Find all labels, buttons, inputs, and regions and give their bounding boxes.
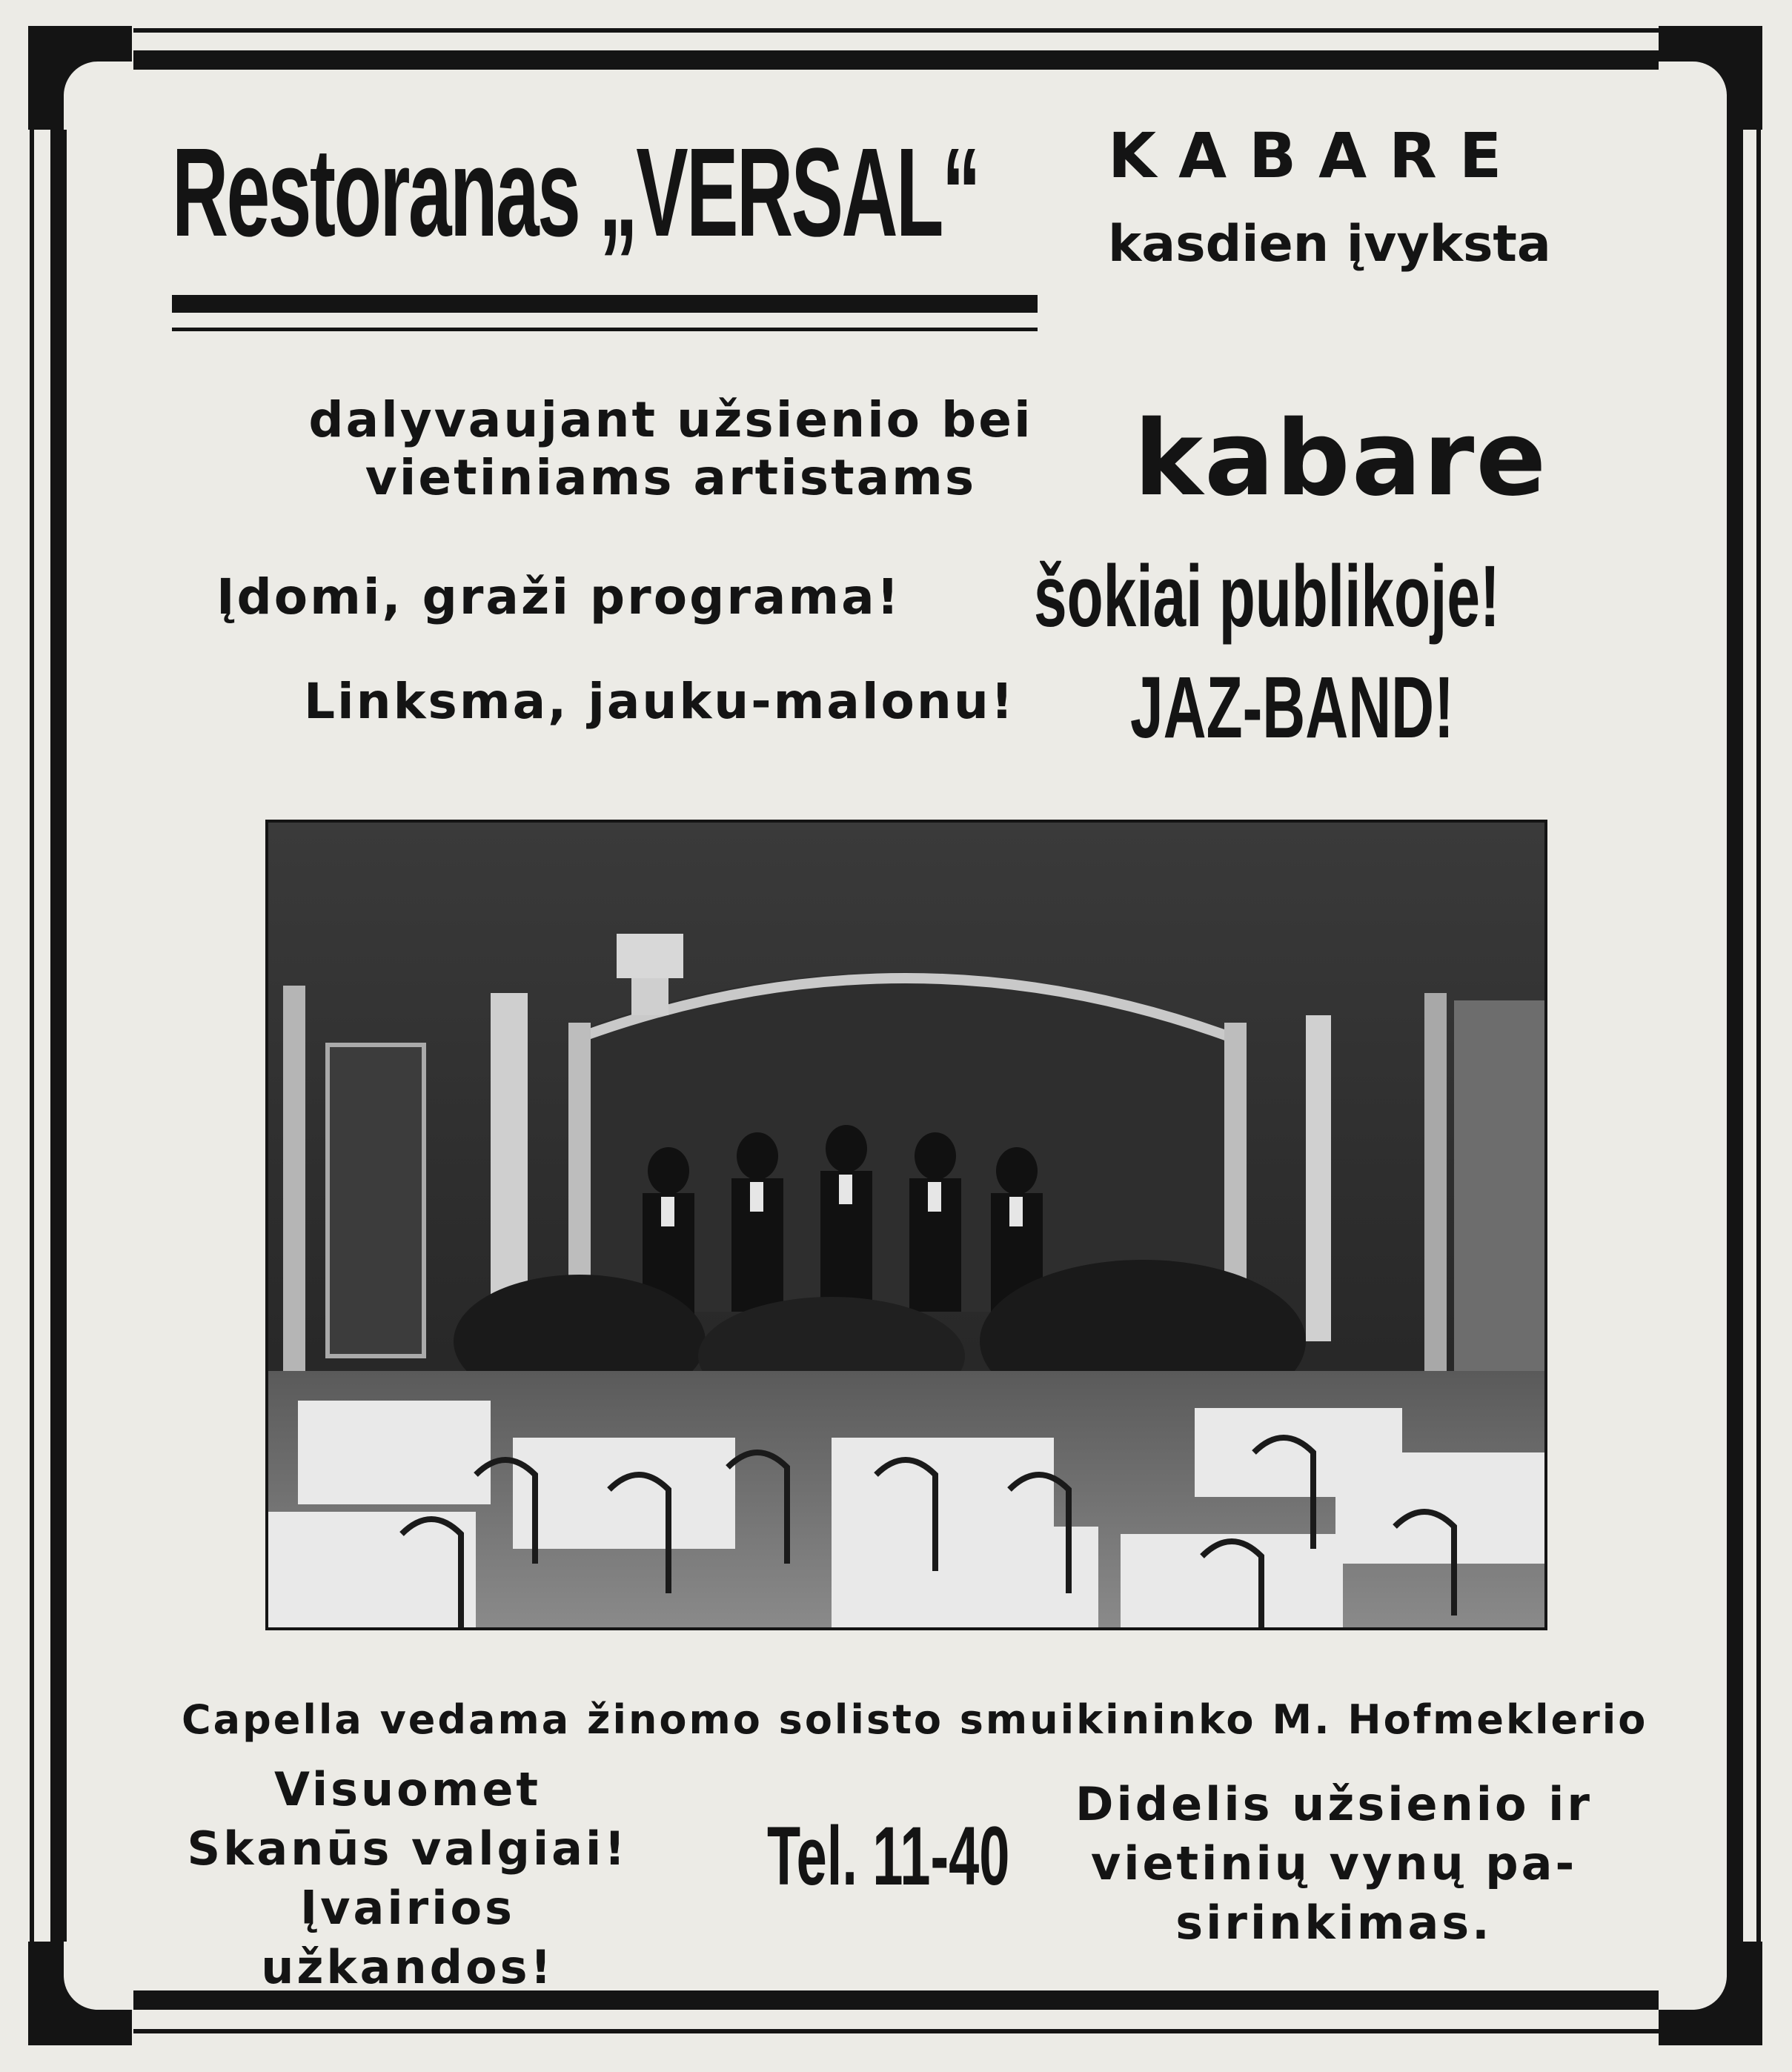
kabare-heading: KABARE — [1108, 119, 1524, 192]
restaurant-hall-illustration — [268, 823, 1544, 1627]
food-line-1: Visuomet — [273, 1762, 542, 1816]
wine-block — [1056, 1775, 1612, 1953]
frame-right-bar — [1727, 130, 1743, 1942]
frame-corner-bottom-right — [1659, 1942, 1762, 2045]
frame-corner-top-right — [1659, 26, 1762, 130]
program-line: Įdomi, graži programa! — [216, 568, 901, 625]
frame-top-bar — [133, 50, 1660, 70]
frame-left-bar — [50, 130, 67, 1942]
artists-line-1: dalyvaujant užsienio bei — [308, 391, 1033, 448]
title-underline-thick — [172, 295, 1038, 313]
restaurant-hall-photo — [265, 820, 1547, 1630]
wine-line-2: vietinių vynų pa- — [1090, 1836, 1578, 1890]
frame-right-thin-line — [1756, 130, 1761, 1942]
food-block — [170, 1760, 645, 1997]
telephone-number: Tel. 11-40 — [767, 1810, 1010, 1902]
dancing-line: šokiai publikoje! — [1034, 548, 1500, 645]
artists-text-block — [245, 391, 1097, 507]
artists-line-2: vietiniams artistams — [365, 449, 977, 506]
kasdien-text: kasdien įvyksta — [1108, 215, 1551, 273]
frame-corner-bottom-left — [28, 1942, 132, 2045]
frame-corner-top-left — [28, 26, 132, 130]
kabare-big-word: kabare — [1134, 399, 1548, 519]
capella-caption: Capella vedama žinomo solisto smuikininko M. Hofmeklerio — [182, 1696, 1648, 1743]
cozy-line: Linksma, jauku-malonu! — [304, 673, 1015, 730]
frame-top-thin-line — [133, 28, 1660, 33]
restaurant-title: Restoranas „VERSAL“ — [172, 122, 980, 263]
frame-left-thin-line — [30, 130, 34, 1942]
jazz-band-line: JAZ-BAND! — [1130, 659, 1454, 757]
food-line-2: Skanūs valgiai! — [187, 1822, 628, 1876]
title-underline-thin — [172, 328, 1038, 331]
frame-bottom-thin-line — [133, 2029, 1660, 2033]
wine-line-1: Didelis užsienio ir — [1075, 1777, 1593, 1831]
wine-line-3: sirinkimas. — [1175, 1896, 1493, 1950]
food-line-3: Įvairios užkandos! — [261, 1881, 554, 1994]
